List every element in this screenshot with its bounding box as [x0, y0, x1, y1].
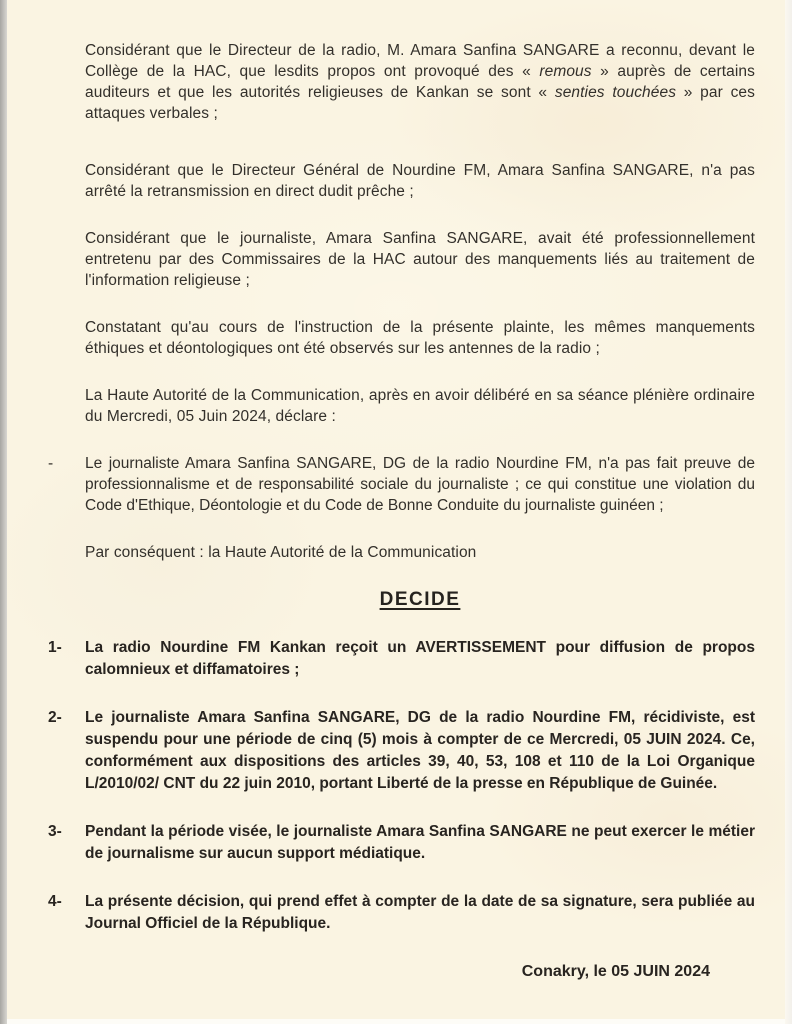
- decision-item-1: [48, 637, 755, 681]
- constatant-paragraph: Constatant qu'au cours de l'instruction de la présente plainte, les mêmes manquements éthiques et déontologiques ont été observés sur les antennes de la radio ;: [85, 319, 755, 357]
- considerant-paragraph-2: Considérant que le Directeur Général de Nourdine FM, Amara Sanfina SANGARE, n'a pas arrêté la retransmission en direct dudit prêche ;: [85, 162, 755, 200]
- decision-item-3: [48, 821, 755, 865]
- decision-item-2: [48, 707, 755, 795]
- decide-heading-text: DECIDE: [379, 589, 461, 610]
- decision-2-text: Le journaliste Amara Sanfina SANGARE, DG de la radio Nourdine FM, récidiviste, est suspendu pour une période de cinq (5) mois à compter de ce Mercredi, 05 JUIN 2024. Ce, conformément aux dispositions des articles 39, 40, 53, 108 et 110 de la Loi Organique L/2010/02/ CNT du 22 juin 2010, portant Liberté de la presse en République de Guinée.: [85, 709, 755, 792]
- considerant-1-text: Considérant que le Directeur de la radio, M. Amara Sanfina SANGARE a reconnu, devant le Collège de la HAC, que lesdits propos ont provoqué des «: [85, 42, 755, 80]
- decide-heading: [85, 589, 755, 611]
- considerant-paragraph-1: [85, 40, 755, 124]
- deliberation-paragraph: La Haute Autorité de la Communication, après en avoir délibéré en sa séance plénière ordinaire du Mercredi, 05 Juin 2024, déclare :: [85, 387, 755, 425]
- considerant-paragraph-3: Considérant que le journaliste, Amara Sanfina SANGARE, avait été professionnellement entretenu par des Commissaires de la HAC autour des manquements liés au traitement de l'information religieuse ;: [85, 230, 755, 289]
- considerant-1-text: » par ces attaques verbales ;: [85, 84, 755, 122]
- declaration-dash-marker: -: [48, 455, 54, 472]
- quoted-italic-remous: remous: [539, 63, 592, 80]
- consequence-line: Par conséquent : la Haute Autorité de la Communication: [85, 544, 477, 561]
- declaration-item: [48, 453, 755, 516]
- decision-item-4: [48, 891, 755, 935]
- decision-4-number: 4-: [48, 893, 62, 910]
- decision-1-number: 1-: [48, 639, 62, 656]
- decision-1-text: La radio Nourdine FM Kankan reçoit un AVERTISSEMENT pour diffusion de propos calomnieux et diffamatoires ;: [85, 639, 755, 678]
- decision-3-number: 3-: [48, 823, 62, 840]
- page-bottom-edge-highlight: [7, 1019, 785, 1024]
- dateline: Conakry, le 05 JUIN 2024: [521, 963, 710, 980]
- decision-3-text: Pendant la période visée, le journaliste Amara Sanfina SANGARE ne peut exercer le métier de journalisme sur aucun support médiatique.: [85, 823, 755, 862]
- decision-2-number: 2-: [48, 709, 62, 726]
- declaration-text: Le journaliste Amara Sanfina SANGARE, DG de la radio Nourdine FM, n'a pas fait preuve de professionnalisme et de responsabilité sociale du journaliste ; ce qui constitue une violation du Code d'Ethique, Déontologie et du Code de Bonne Conduite du journaliste guinéen ;: [85, 455, 755, 514]
- considerant-1-text: » auprès de certains auditeurs et que les autorités religieuses de Kankan se sont «: [85, 63, 755, 101]
- decision-4-text: La présente décision, qui prend effet à compter de la date de sa signature, sera publiée au Journal Officiel de la République.: [85, 893, 755, 932]
- quoted-italic-senties-touchees: senties touchées: [554, 84, 677, 101]
